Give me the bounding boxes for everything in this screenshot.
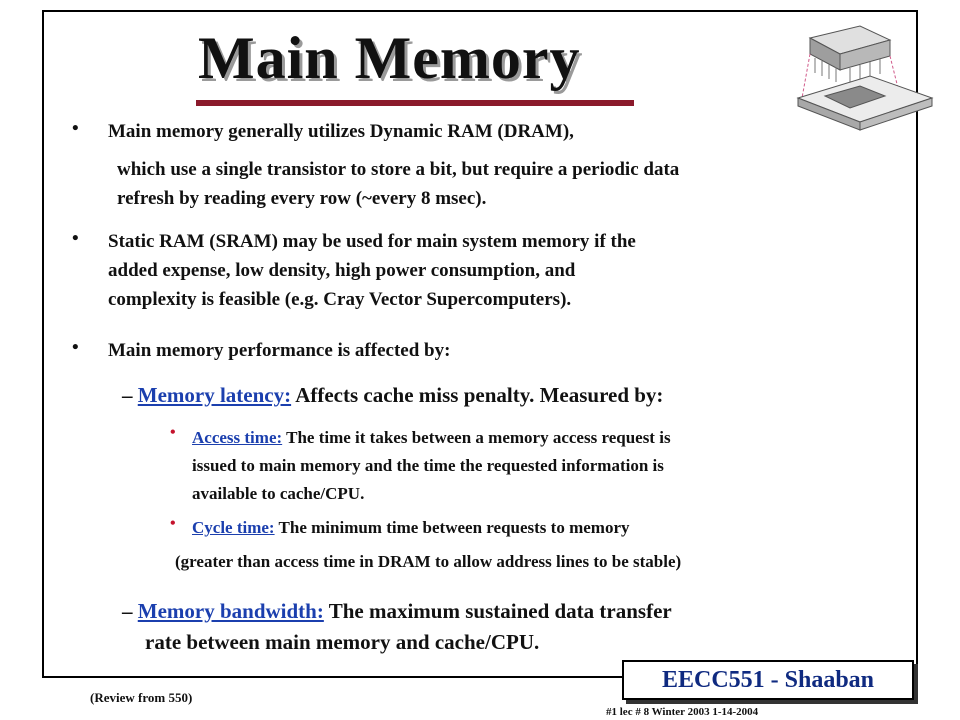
memory-bandwidth-link[interactable]: Memory bandwidth: — [137, 599, 324, 623]
bullet-1-line-2: which use a single transistor to store a bit, but require a periodic data — [117, 159, 680, 180]
latency-text: Affects cache miss penalty. Measured by: — [291, 383, 664, 407]
bullet-2-marker: • — [72, 228, 79, 249]
bandwidth-line-1 — [122, 597, 672, 626]
bullet-1-line-1: Main memory generally utilizes Dynamic RAM (DRAM), — [108, 121, 574, 142]
cycle-time-link[interactable]: Cycle time: — [192, 518, 275, 537]
access-time-text: The time it takes between a memory access request is — [282, 428, 671, 447]
cycle-time-marker: • — [170, 515, 176, 532]
access-time-line-3: available to cache/CPU. — [192, 484, 365, 503]
bullet-3-text: Main memory performance is affected by: — [108, 340, 451, 361]
course-badge: EECC551 - Shaaban — [622, 660, 914, 700]
bandwidth-dash: – — [122, 599, 133, 623]
cycle-time-line-1 — [192, 514, 630, 542]
dram-chip-illustration-icon — [790, 18, 940, 138]
memory-latency-link[interactable]: Memory latency: — [137, 383, 292, 407]
slide-title: Main Memory — [198, 25, 581, 91]
bullet-2-line-1: Static RAM (SRAM) may be used for main system memory if the — [108, 231, 636, 252]
slide-footer: #1 lec # 8 Winter 2003 1-14-2004 — [606, 706, 759, 718]
bullet-1-marker: • — [72, 118, 79, 139]
review-note: (Review from 550) — [90, 690, 193, 705]
bullet-1-line-3: refresh by reading every row (~every 8 msec). — [117, 188, 487, 209]
access-time-line-1 — [192, 424, 671, 452]
bullet-3-marker: • — [72, 337, 79, 358]
bullet-2-line-3: complexity is feasible (e.g. Cray Vector Supercomputers). — [108, 289, 572, 310]
cycle-time-line-2: (greater than access time in DRAM to allow address lines to be stable) — [175, 552, 682, 571]
access-time-marker: • — [170, 424, 176, 441]
latency-dash: – — [122, 383, 133, 407]
cycle-time-text: The minimum time between requests to memory — [274, 518, 630, 537]
bandwidth-line-2: rate between main memory and cache/CPU. — [145, 630, 540, 654]
title-underline — [196, 100, 634, 106]
bullet-2-line-2: added expense, low density, high power consumption, and — [108, 260, 576, 281]
access-time-line-2: issued to main memory and the time the requested information is — [192, 456, 664, 475]
access-time-link[interactable]: Access time: — [192, 428, 283, 447]
latency-item — [122, 381, 663, 410]
bandwidth-text: The maximum sustained data transfer — [323, 599, 672, 623]
